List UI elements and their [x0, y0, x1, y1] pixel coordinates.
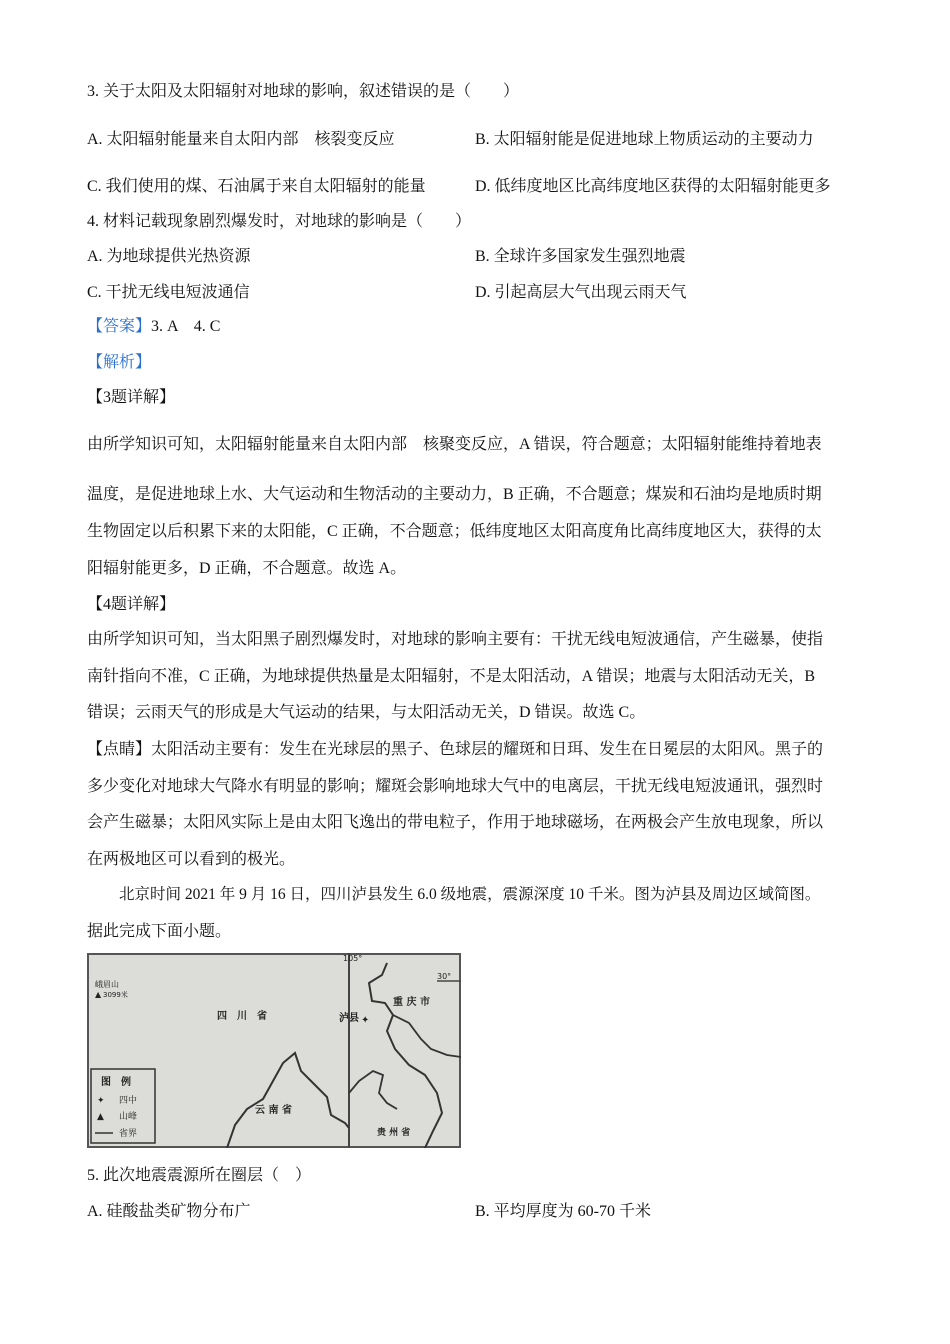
q3-option-a: A. 太阳辐射能量来自太阳内部 核裂变反应 [87, 131, 395, 148]
detail-4-heading: 【4题详解】 [87, 596, 176, 613]
q4-option-a: A. 为地球提供光热资源 [87, 248, 251, 265]
legend-peak-icon: ▲ [97, 1112, 104, 1122]
q3-option-d: D. 低纬度地区比高纬度地区获得的太阳辐射能更多 [475, 178, 831, 195]
yunnan-label: 云 南 省 [255, 1105, 292, 1116]
guizhou-boundary [349, 1071, 397, 1109]
yunnan-boundary [227, 1053, 349, 1148]
detail-3-line: 由所学知识可知，太阳辐射能量来自太阳内部 核聚变反应，A 错误，符合题意；太阳辐射能维持着地表 [87, 436, 822, 453]
chongqing-boundary-inner [393, 1015, 461, 1057]
detail-3-line: 生物固定以后积累下来的太阳能，C 正确，不合题意；低纬度地区太阳高度角比高纬度地区大，获得的太 [87, 523, 822, 540]
map-frame [88, 954, 460, 1147]
tip-line: 多少变化对地球大气降水有明显的影响；耀斑会影响地球大气中的电离层，干扰无线电短波通讯，强烈时 [87, 778, 824, 795]
answer-line [87, 317, 220, 337]
material-line: 据此完成下面小题。 [87, 923, 232, 940]
tip-line: 会产生磁暴；太阳风实际上是由太阳飞逸出的带电粒子，作用于地球磁场，在两极会产生放电现象，所以 [87, 814, 824, 831]
sichuan-label: 四 川 省 [217, 1011, 267, 1022]
detail-3-line: 阳辐射能更多，D 正确，不合题意。故选 A。 [87, 560, 407, 577]
q5-option-a: A. 硅酸盐类矿物分布广 [87, 1203, 251, 1220]
answer-text: 3. A 4. C [151, 318, 221, 335]
detail-3-heading: 【3题详解】 [87, 389, 176, 406]
luxian-region-map [87, 953, 461, 1148]
detail-4-line: 南针指向不准，C 正确，为地球提供热量是太阳辐射，不是太阳活动，A 错误；地震与太阳活动无关，B [87, 668, 816, 685]
q3-option-c: C. 我们使用的煤、石油属于来自太阳辐射的能量 [87, 178, 426, 195]
legend-boundary-label: 省界 [119, 1129, 138, 1139]
q4-option-d: D. 引起高层大气出现云雨天气 [475, 284, 687, 301]
legend-peak-label: 山峰 [119, 1112, 138, 1122]
mountain-label: 峨眉山 [95, 980, 119, 989]
q5-stem: 5. 此次地震震源所在圈层（ ） [87, 1167, 312, 1184]
analysis-tag: 【解析】 [87, 354, 152, 371]
q4-option-b: B. 全球许多国家发生强烈地震 [475, 248, 686, 265]
legend-title: 图 例 [101, 1077, 131, 1088]
chongqing-boundary [369, 963, 442, 1148]
chongqing-label: 重 庆 市 [393, 997, 430, 1008]
elevation-label: 3099米 [103, 991, 128, 999]
material-line: 北京时间 2021 年 9 月 16 日，四川泸县发生 6.0 级地震，震源深度 10 千米。图为泸县及周边区域简图。 [119, 886, 821, 903]
meridian-label: 105° [343, 954, 363, 963]
legend-city-icon: ✦ [97, 1096, 105, 1106]
answer-tag: 【答案】 [87, 318, 152, 335]
luxian-marker-icon: ✦ [361, 1015, 370, 1026]
detail-4-line: 由所学知识可知，当太阳黑子剧烈爆发时，对地球的影响主要有：干扰无线电短波通信，产生磁暴，使指 [87, 631, 824, 648]
q3-stem: 3. 关于太阳及太阳辐射对地球的影响，叙述错误的是（ ） [87, 83, 520, 100]
tip-line: 在两极地区可以看到的极光。 [87, 851, 296, 868]
luxian-label: 泸县 [339, 1013, 359, 1024]
parallel-label: 30° [437, 972, 452, 981]
q4-stem: 4. 材料记载现象剧烈爆发时，对地球的影响是（ ） [87, 213, 472, 230]
q5-option-b: B. 平均厚度为 60-70 千米 [475, 1203, 652, 1220]
q3-option-b: B. 太阳辐射能是促进地球上物质运动的主要动力 [475, 131, 814, 148]
tip-line: 【点睛】太阳活动主要有：发生在光球层的黑子、色球层的耀斑和日珥、发生在日冕层的太阳风。黑子的 [87, 741, 824, 758]
detail-3-line: 温度，是促进地球上水、大气运动和生物活动的主要动力，B 正确，不合题意；煤炭和石油均是地质时期 [87, 486, 822, 503]
mountain-peak-icon: ▲ [95, 990, 102, 999]
detail-4-line: 错误；云雨天气的形成是大气运动的结果，与太阳活动无关，D 错误。故选 C。 [87, 704, 646, 721]
guizhou-label: 贵 州 省 [377, 1128, 411, 1138]
legend-city-label: 四中 [119, 1096, 138, 1106]
q4-option-c: C. 干扰无线电短波通信 [87, 284, 250, 301]
